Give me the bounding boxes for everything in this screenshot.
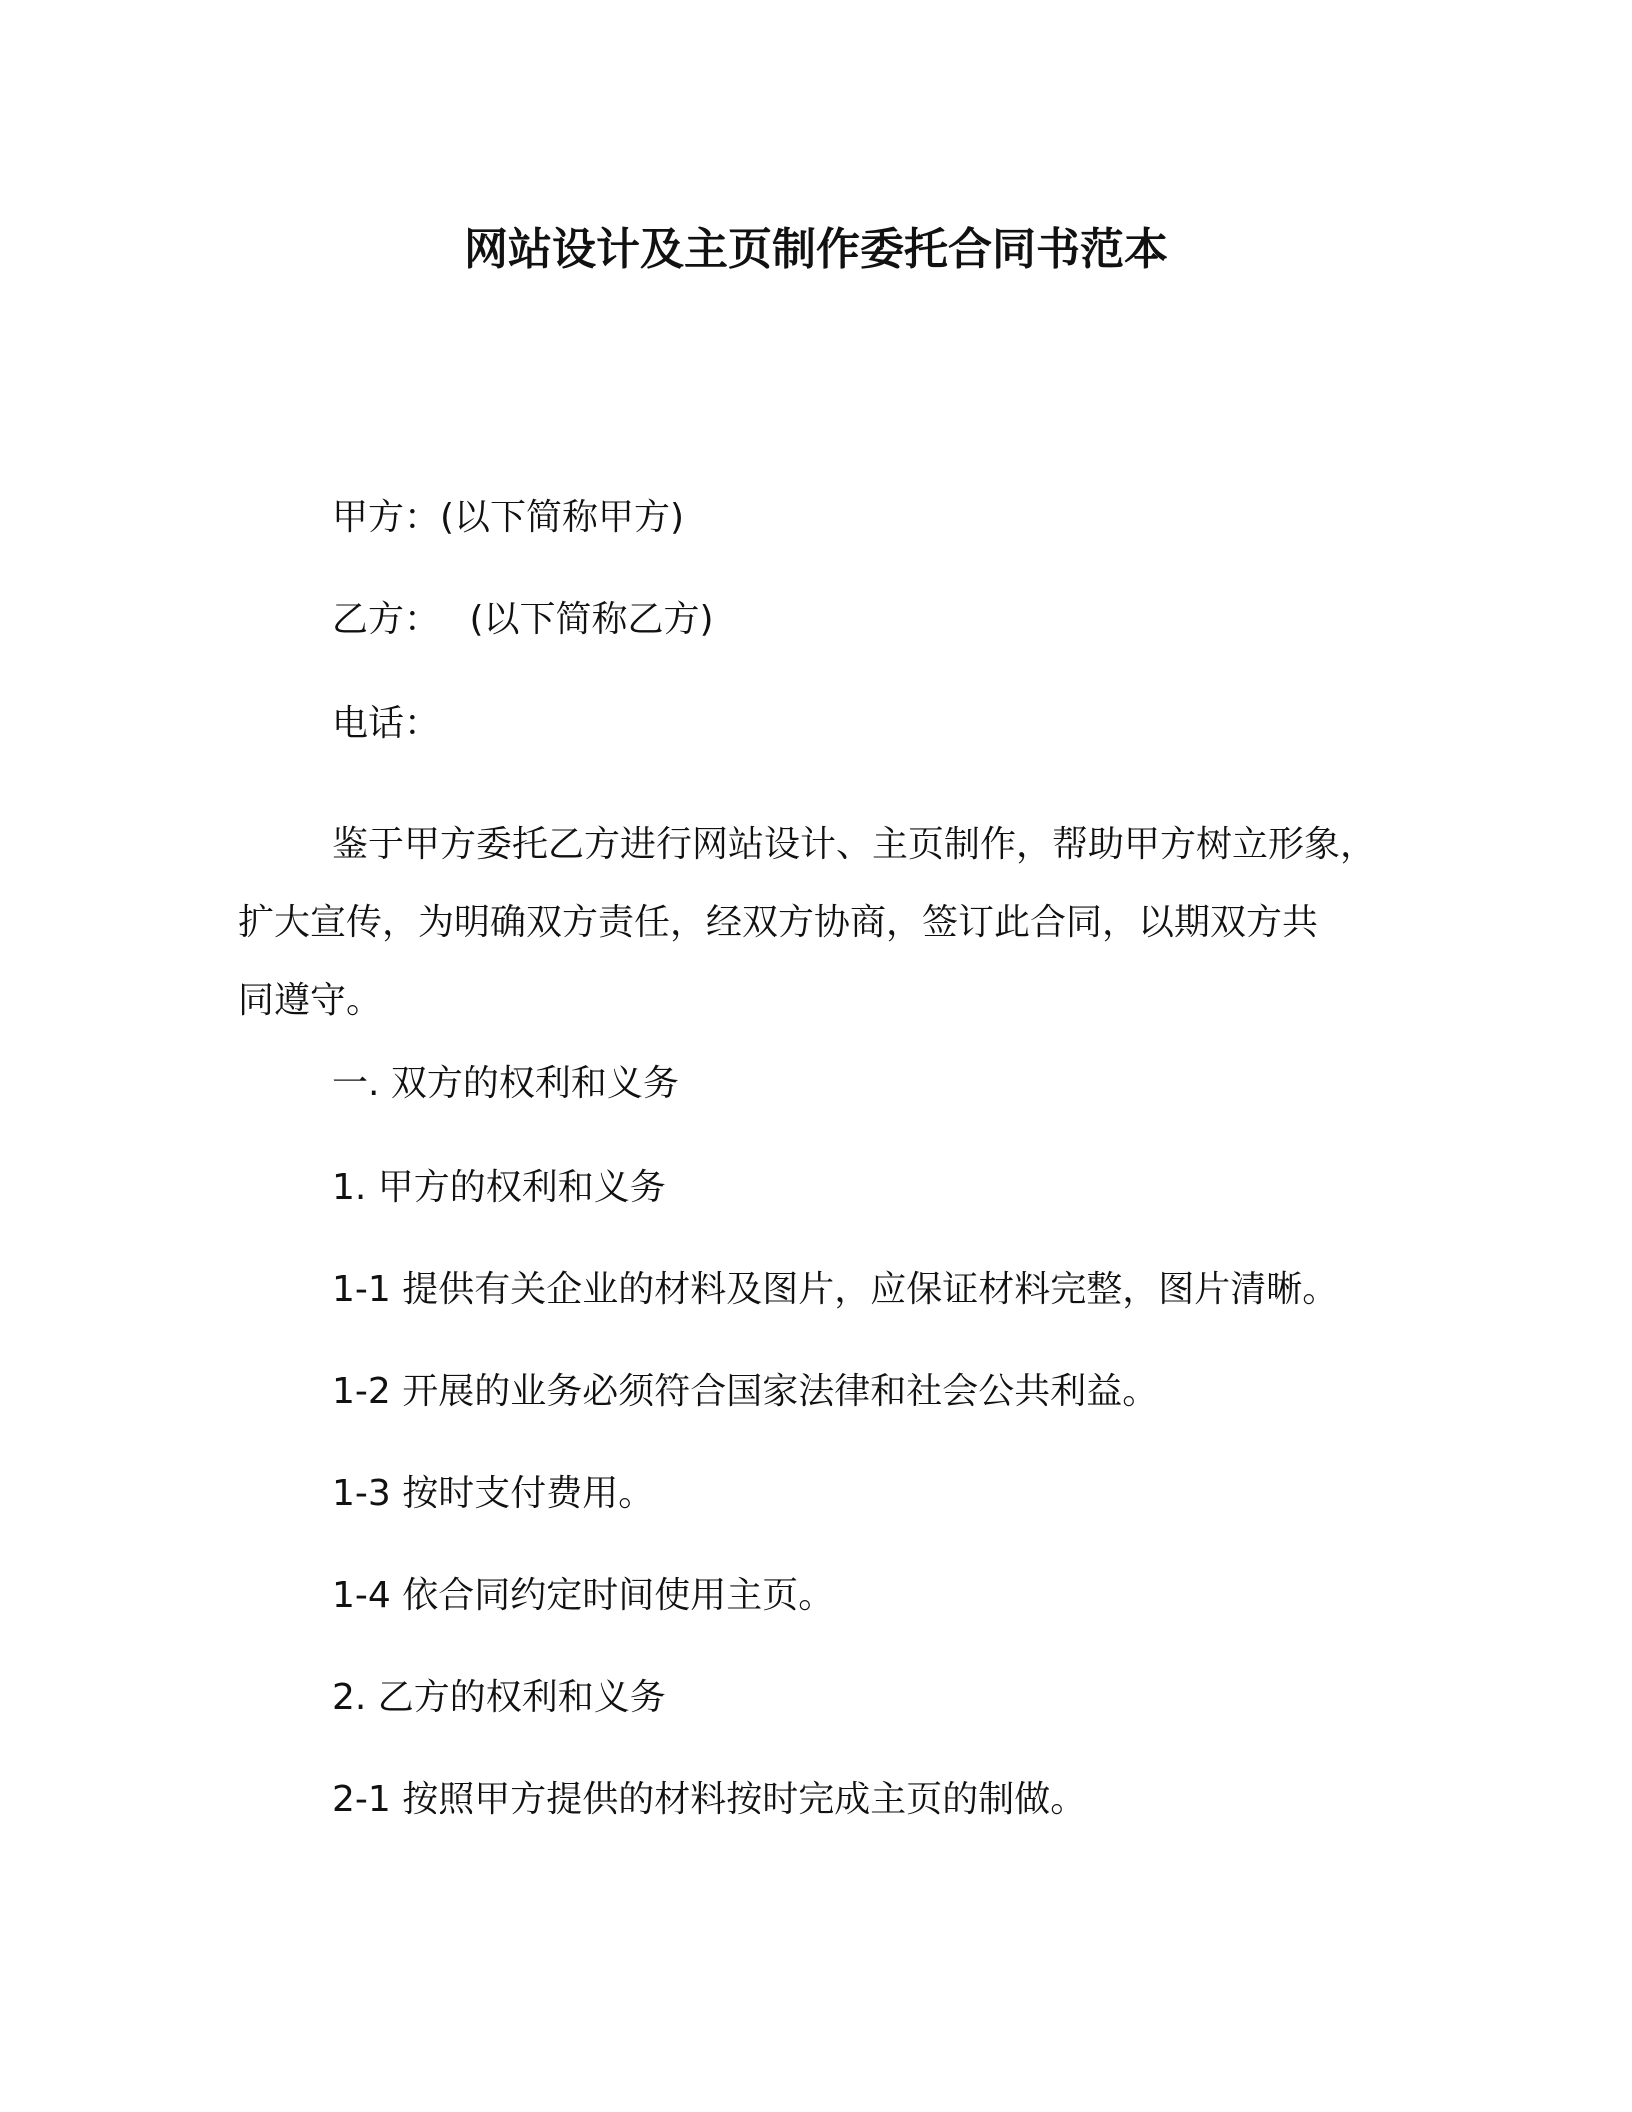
preamble-paragraph [238, 806, 1398, 1040]
party-a-line: 甲方：(以下简称甲方) [332, 497, 685, 538]
section-heading: 一. 双方的权利和义务 [332, 1063, 679, 1104]
subsection-heading: 1. 甲方的权利和义务 [332, 1167, 666, 1208]
preamble-line: 同遵守。 [238, 980, 383, 1021]
phone-line: 电话： [332, 703, 441, 744]
clause-item: 2-1 按照甲方提供的材料按时完成主页的制做。 [332, 1779, 1087, 1820]
subsection-heading: 2. 乙方的权利和义务 [332, 1677, 666, 1718]
clause-item: 1-3 按时支付费用。 [332, 1473, 655, 1514]
party-b-line: 乙方： (以下简称乙方) [332, 599, 714, 640]
preamble-line: 鉴于甲方委托乙方进行网站设计、主页制作，帮助甲方树立形象， [332, 824, 1377, 865]
clause-item: 1-4 依合同约定时间使用主页。 [332, 1575, 835, 1616]
preamble-line: 扩大宣传，为明确双方责任，经双方协商，签订此合同，以期双方共 [238, 902, 1319, 943]
clause-item: 1-1 提供有关企业的材料及图片，应保证材料完整，图片清晰。 [332, 1269, 1339, 1310]
document-title: 网站设计及主页制作委托合同书范本 [464, 224, 1168, 275]
clause-item: 1-2 开展的业务必须符合国家法律和社会公共利益。 [332, 1371, 1159, 1412]
